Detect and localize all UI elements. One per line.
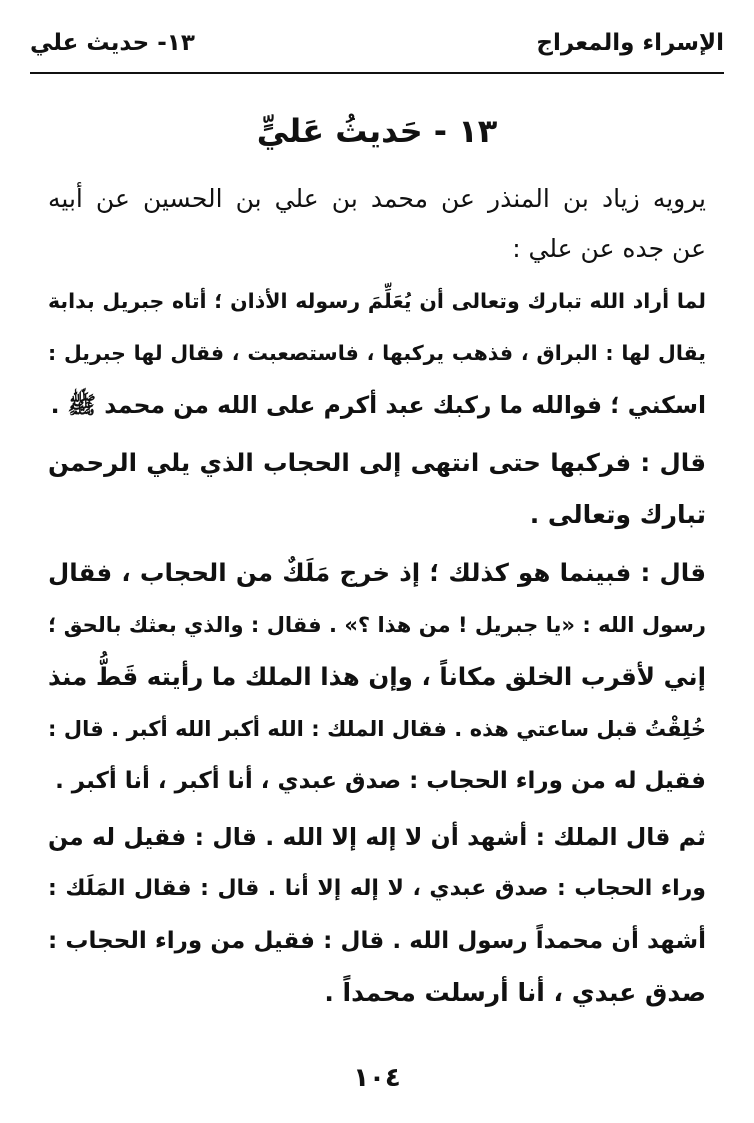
book-title: الإسراء والمعراج: [536, 30, 724, 56]
section-title: ١٣- حديث علي: [30, 30, 195, 56]
running-header: [30, 22, 724, 66]
text-line: يقال لها : البراق ، فذهب يركبها ، فاستصعبت ، فقال لها جبريل :: [48, 341, 706, 365]
text-line: وراء الحجاب : صدق عبدي ، لا إله إلا أنا . قال : فقال المَلَك :: [48, 876, 706, 901]
text-line: اسكني ؛ فوالله ما ركبك عبد أكرم على الله من محمد ﷺ .: [50, 391, 706, 419]
text-line: لما أراد الله تبارك وتعالى أن يُعَلِّمَ رسوله الأذان ؛ أتاه جبريل بدابة: [48, 289, 706, 313]
chapter-title: ١٣ - حَديثُ عَليٍّ: [256, 112, 498, 150]
text-line: يرويه زياد بن المنذر عن محمد بن علي بن الحسين عن أبيه: [48, 184, 706, 213]
text-line: قال : فركبها حتى انتهى إلى الحجاب الذي يلي الرحمن: [48, 448, 706, 477]
header-divider: [30, 72, 724, 74]
text-line: إني لأقرب الخلق مكاناً ، وإن هذا الملك ما رأيته قَطُّ منذ: [48, 662, 706, 691]
text-line: أشهد أن محمداً رسول الله . قال : فقيل من وراء الحجاب :: [48, 928, 706, 954]
text-line: فقيل له من وراء الحجاب : صدق عبدي ، أنا أكبر ، أنا أكبر .: [55, 768, 706, 794]
text-line: صدق عبدي ، أنا أرسلت محمداً .: [324, 978, 706, 1007]
text-line: ثم قال الملك : أشهد أن لا إله إلا الله . قال : فقيل له من: [48, 823, 706, 851]
page-number: ١٠٤: [353, 1063, 401, 1093]
text-line: قال : فبينما هو كذلك ؛ إذ خرج مَلَكٌ من الحجاب ، فقال: [48, 558, 706, 587]
text-line: رسول الله : «يا جبريل ! من هذا ؟» . فقال : والذي بعثك بالحق ؛: [48, 613, 706, 637]
text-line: خُلِقْتُ قبل ساعتي هذه . فقال الملك : الله أكبر الله أكبر . قال :: [48, 717, 706, 741]
text-line: عن جده عن علي :: [512, 234, 706, 263]
text-line: تبارك وتعالى .: [529, 500, 706, 529]
